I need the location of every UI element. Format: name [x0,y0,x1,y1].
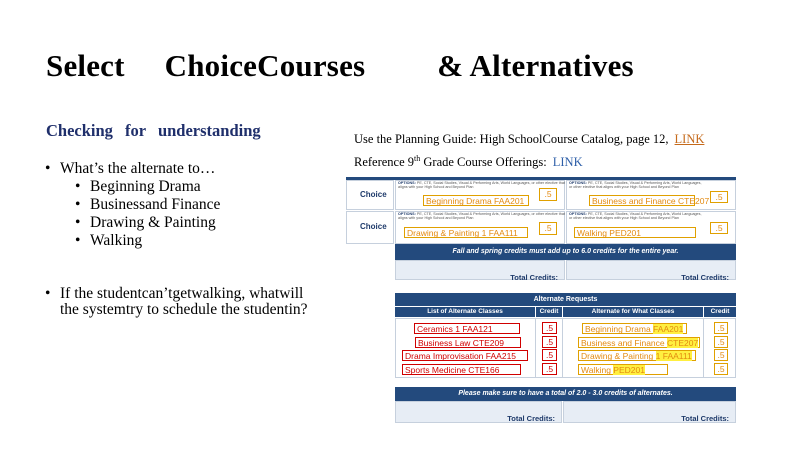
alternate-requests-title: Alternate Requests [395,293,736,306]
subheading: Checking for understanding [46,121,261,140]
sub-bullet-text: Businessand Finance [90,196,221,213]
guide-line-2 [354,149,704,172]
planning-guide-text [354,130,704,172]
catalog-link[interactable]: LINK [674,132,705,146]
col-header-alternate-for: Alternate for What Classes [563,307,703,317]
alternate-requests-form [395,293,736,423]
bullet-dot-icon: • [75,232,81,249]
alternate-course-field[interactable]: Drama Improvisation FAA215 [402,350,528,361]
course-field[interactable]: Beginning Drama FAA201 [423,195,529,206]
total-credits-cell [395,401,562,423]
alternate-credit-field[interactable]: .5 [542,322,557,334]
bullet-dot-icon: • [75,178,81,195]
course-field[interactable]: Drawing & Painting 1 FAA111 [404,227,528,238]
options-fine-print: OPTIONS: PE, CTE, Social Studies, Visual & Performing Arts, World Languages, or other elective that aligns with your High School and Beyond Plan [569,212,702,221]
total-credits-label: Total Credits: [507,414,555,423]
bullet-dot-icon: • [75,196,81,213]
sub-bullet-text: Drawing & Painting [90,214,216,231]
sub-bullet-item [75,196,325,214]
alternate-for-field[interactable]: Business and Finance CTE207 [578,337,700,348]
alternate-for-credit-field[interactable]: .5 [714,363,728,375]
credit-field[interactable]: .5 [539,188,557,201]
bullet-dot-icon: • [45,285,51,302]
bullet-dot-icon: • [75,214,81,231]
alternates-note-band: Please make sure to have a total of 2.0 - 3.0 credits of alternates. [395,387,736,401]
alternate-course-field[interactable]: Ceramics 1 FAA121 [414,323,520,334]
guide-line-2-pre: Reference 9 [354,155,415,170]
bullet-dot-icon: • [45,160,51,177]
course-offerings-link[interactable]: LINK [552,155,583,170]
total-credits-cell [395,260,565,280]
sub-bullet-text: Beginning Drama [90,178,201,195]
bullet-item [45,286,325,318]
alternate-course-field[interactable]: Sports Medicine CTE166 [402,364,521,375]
total-credits-label: Total Credits: [681,273,729,282]
alternate-credit-field[interactable]: .5 [542,363,557,375]
total-credits-label: Total Credits: [681,414,729,423]
col-header-credit-2: Credit [704,307,736,317]
col-header-credit: Credit [536,307,562,317]
slide-title [46,48,634,84]
alternate-for-field[interactable]: Walking PED201 [578,364,668,375]
guide-line-2-sup: th [414,154,421,163]
bullet-item [45,160,325,178]
guide-line-1 [354,130,704,149]
credit-field[interactable]: .5 [710,191,728,203]
total-credits-cell [563,401,736,423]
alternate-for-field[interactable]: Beginning Drama FAA201 [582,323,687,334]
sub-bullet-list [75,178,325,250]
alternate-credit-field[interactable]: .5 [542,336,557,348]
alternate-for-field[interactable]: Drawing & Painting 1 FAA111 [578,350,696,361]
title-part-3: & Alternatives [437,48,634,83]
choice-label: Choice [360,190,387,199]
sub-bullet-item [75,214,325,232]
alternate-for-credit-field[interactable]: .5 [714,322,728,334]
credit-field[interactable]: .5 [710,222,728,234]
grid-divider [703,318,704,378]
title-part-2: ChoiceCourses [164,48,366,83]
course-field[interactable]: Business and Finance CTE207 [589,195,695,206]
alternate-for-credit-field[interactable]: .5 [714,349,728,361]
col-header-alternates: List of Alternate Classes [395,307,535,317]
guide-line-2-post: Grade Course Offerings: [423,155,547,170]
total-credits-label: Total Credits: [510,273,558,282]
course-field[interactable]: Walking PED201 [574,227,696,238]
guide-line-1-text: Use the Planning Guide: High SchoolCourse Catalog, page 12, [354,132,669,146]
options-fine-print: OPTIONS: PE, CTE, Social Studies, Visual & Performing Arts, World Languages, or other elective that aligns with your High School and Beyond Plan [398,181,565,190]
bullet-list [45,160,325,318]
title-part-1: Select [46,48,125,83]
alternate-for-credit-field[interactable]: .5 [714,336,728,348]
bullet-text: If the studentcan’tgetwalking, whatwill the systemtry to schedule the studentin? [60,285,308,318]
bullet-text: What’s the alternate to… [60,160,216,177]
credit-field[interactable]: .5 [539,222,557,235]
sub-bullet-text: Walking [90,232,143,249]
grid-divider [535,318,536,378]
sub-bullet-item [75,178,325,196]
options-fine-print: OPTIONS: PE, CTE, Social Studies, Visual & Performing Arts, World Languages, or other elective that aligns with your High School and Beyond Plan [569,181,702,190]
options-fine-print: OPTIONS: PE, CTE, Social Studies, Visual & Performing Arts, World Languages, or other elective that aligns with your High School and Beyond Plan [398,212,565,221]
sub-bullet-item [75,232,325,250]
choice-courses-form [346,177,736,280]
credits-note-band: Fall and spring credits must add up to 6.0 credits for the entire year. [395,244,736,260]
alternate-credit-field[interactable]: .5 [542,349,557,361]
alternate-course-field[interactable]: Business Law CTE209 [415,337,521,348]
choice-label: Choice [360,222,387,231]
total-credits-cell [566,260,736,280]
grid-divider [562,318,563,378]
